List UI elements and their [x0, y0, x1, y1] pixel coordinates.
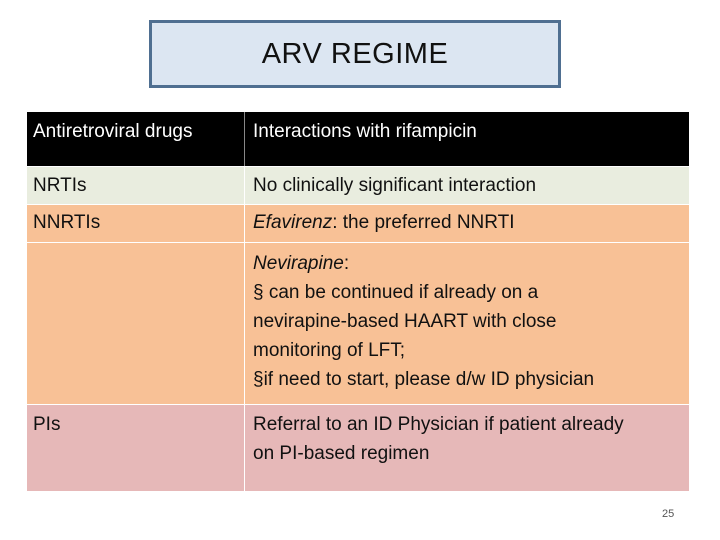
interaction-nevirapine [245, 243, 689, 404]
interaction-efavirenz [245, 205, 689, 242]
slide-title: ARV REGIME [261, 37, 449, 70]
drug-nnrtis: NNRTIs [27, 205, 245, 242]
table-header-row [27, 112, 689, 167]
drug-pis: PIs [27, 405, 245, 491]
slide-title-box [149, 20, 561, 88]
nevirapine-heading [253, 249, 683, 278]
drug-nnrtis-continued [27, 243, 245, 404]
pis-line: Referral to an ID Physician if patient already [253, 414, 624, 435]
header-antiretroviral-drugs: Antiretroviral drugs [27, 112, 245, 166]
nevirapine-colon: : [343, 253, 350, 274]
efavirenz-name: Efavirenz [253, 212, 333, 233]
pis-line: on PI-based regimen [253, 443, 430, 464]
arv-table [27, 112, 689, 492]
nevirapine-line: § can be continued if already on a [253, 282, 539, 303]
page-number: 25 [662, 508, 675, 520]
interaction-nrtis: No clinically significant interaction [253, 175, 537, 196]
table-row-nrtis [27, 167, 689, 205]
table-row-nnrtis-nevirapine [27, 243, 689, 405]
table-row-nnrtis-efavirenz [27, 205, 689, 243]
table-row-pis [27, 405, 689, 492]
drug-nrtis: NRTIs [27, 167, 245, 204]
nevirapine-line: §if need to start, please d/w ID physician [253, 369, 595, 390]
header-interactions: Interactions with rifampicin [253, 121, 477, 142]
interaction-pis [245, 405, 689, 491]
nevirapine-line: monitoring of LFT; [253, 340, 406, 361]
efavirenz-text: : the preferred NNRTI [332, 212, 515, 233]
nevirapine-line: nevirapine-based HAART with close [253, 311, 557, 332]
nevirapine-name: Nevirapine [253, 253, 344, 274]
